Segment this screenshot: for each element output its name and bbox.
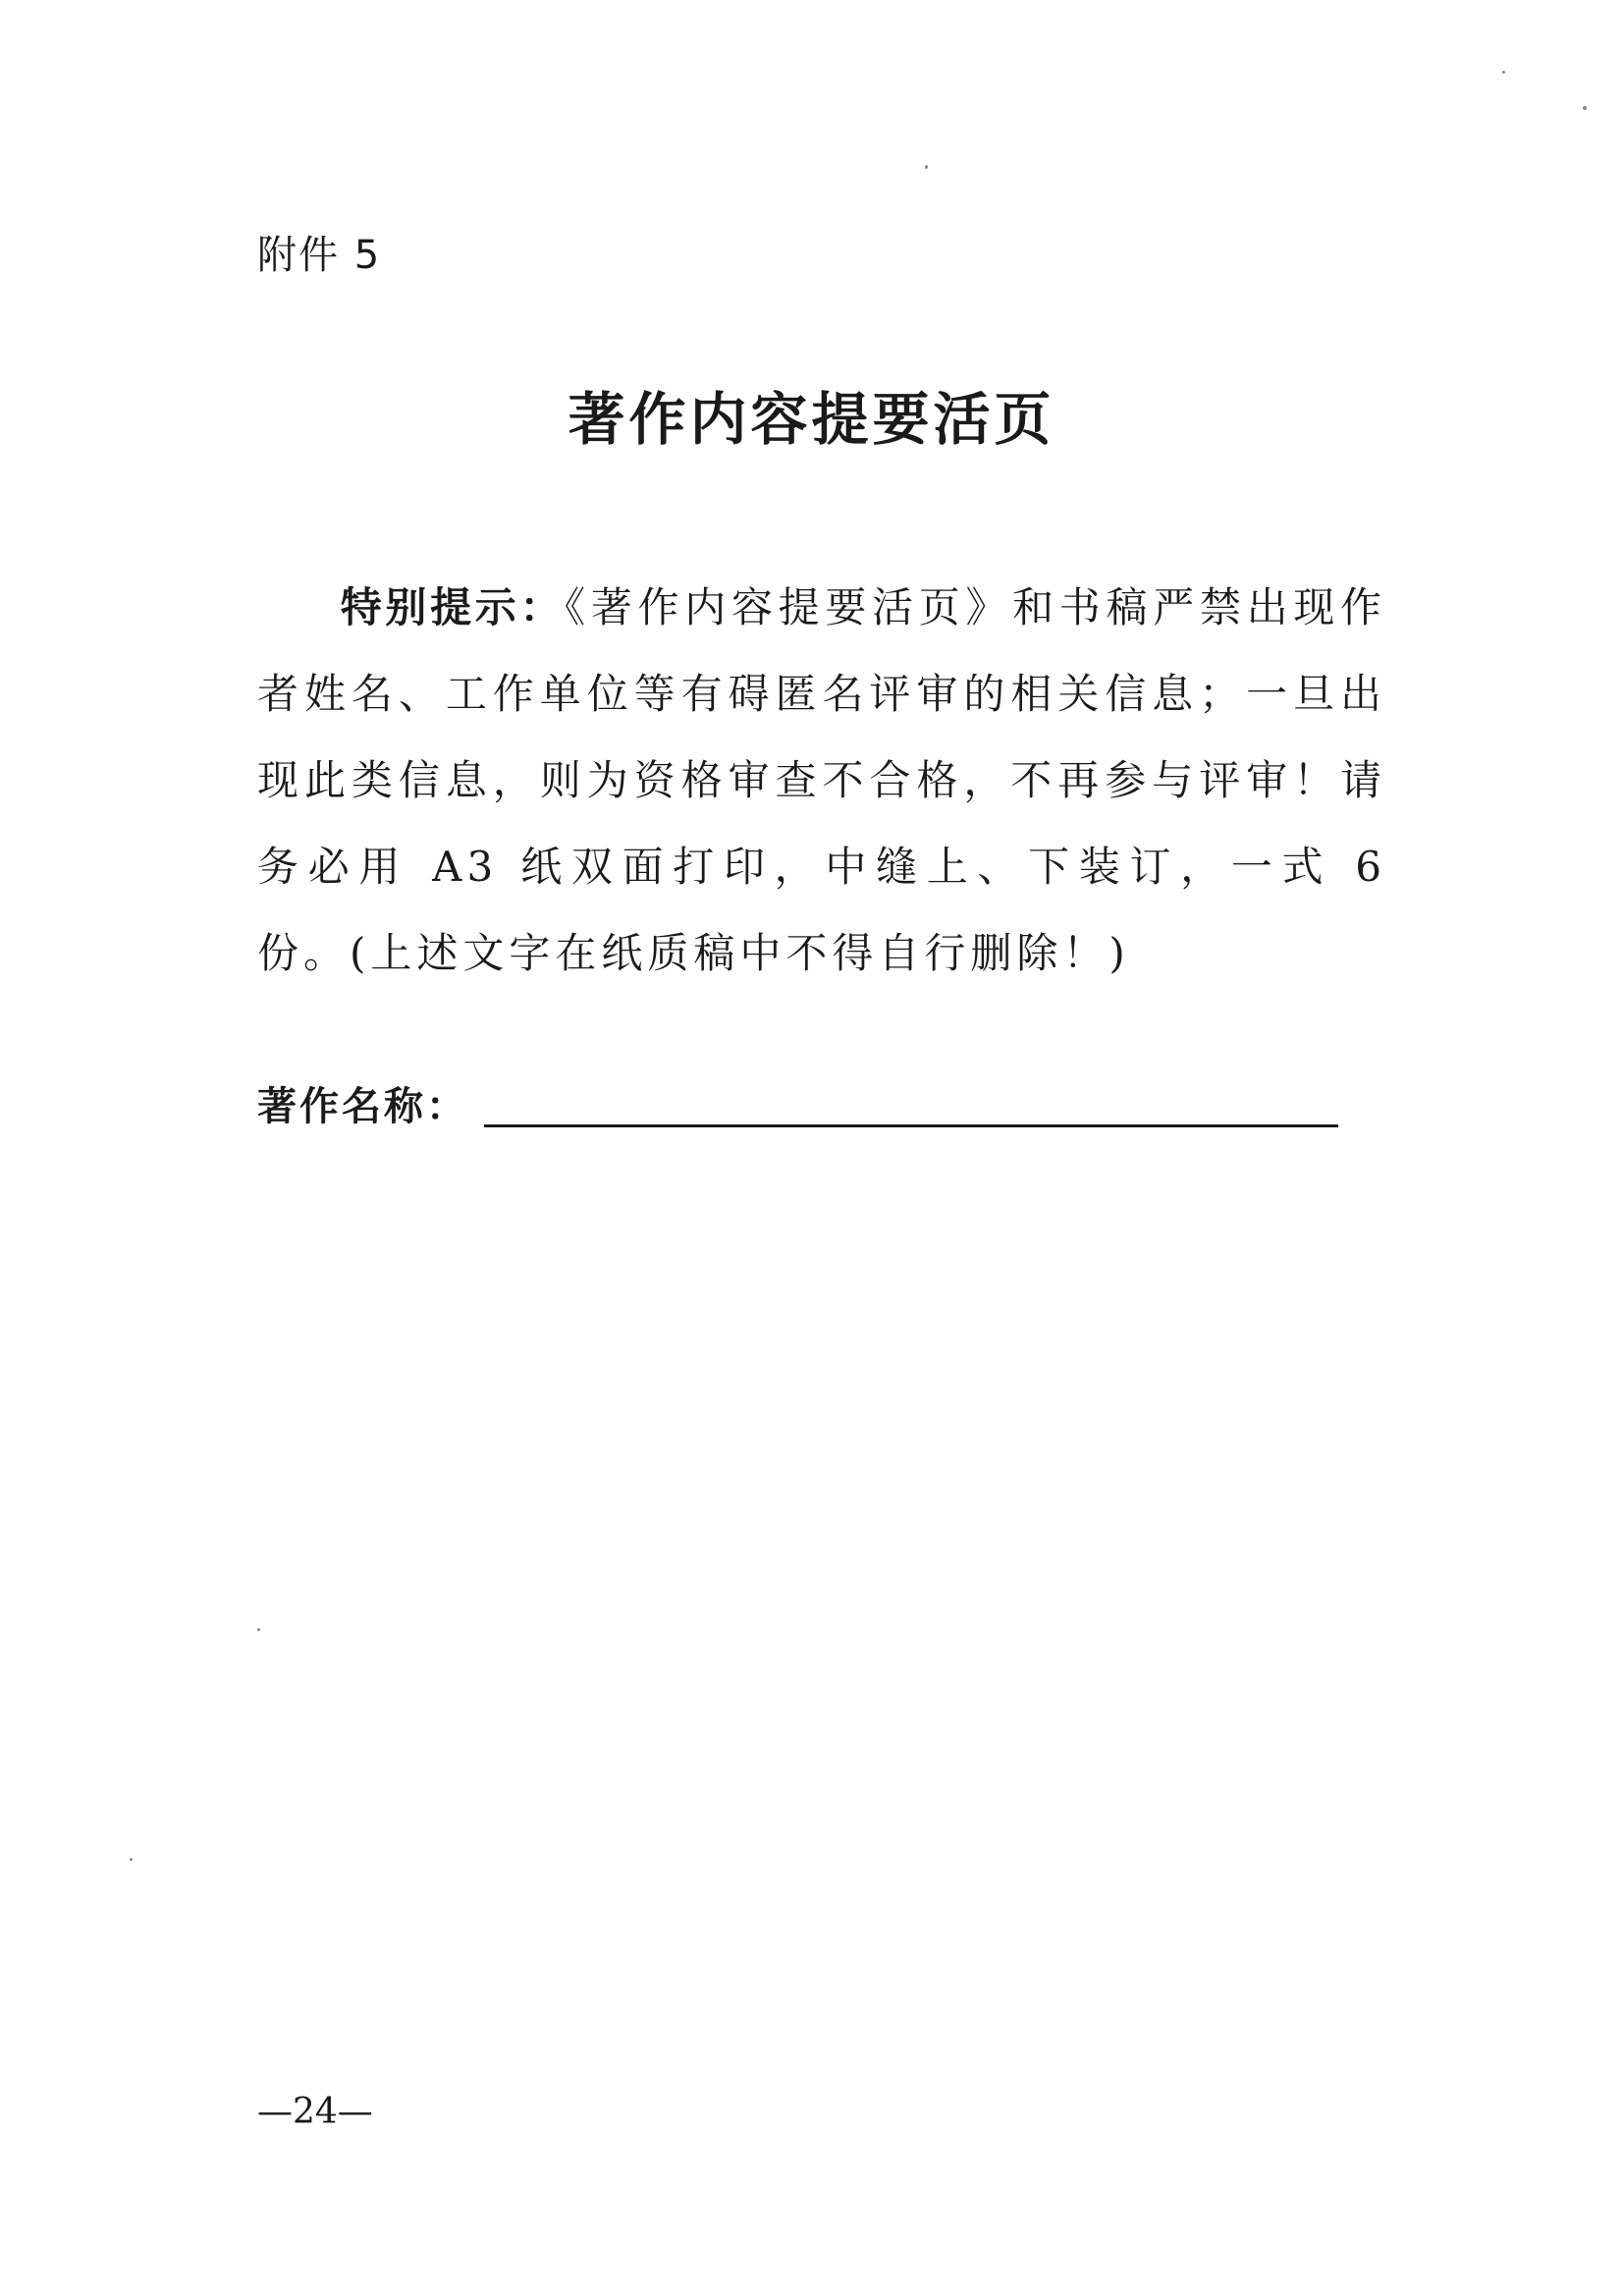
page-title: 著作内容提要活页 bbox=[568, 386, 1055, 453]
scan-speck bbox=[1502, 71, 1505, 74]
attachment-label: 附件 5 bbox=[257, 233, 382, 278]
work-name-label: 著作名称： bbox=[257, 1084, 468, 1129]
scan-speck bbox=[925, 165, 928, 169]
scan-speck bbox=[130, 1858, 133, 1861]
work-name-underline bbox=[484, 1124, 1338, 1127]
special-notice bbox=[257, 565, 1386, 997]
work-name-field bbox=[257, 1075, 1338, 1131]
scan-speck bbox=[1583, 106, 1587, 110]
notice-body: 《著作内容提要活页》和书稿严禁出现作者姓名、工作单位等有碍匿名评审的相关信息；一旦出现此类信息，则为资格审查不合格，不再参与评审！请务必用 A3 纸双面打印，中缝上、下装订，一式 6 份。(上述文字在纸质稿中不得自行删除！) bbox=[257, 583, 1386, 977]
notice-label: 特别提示： bbox=[340, 583, 566, 631]
scan-speck bbox=[257, 1628, 260, 1631]
page-number: —24— bbox=[257, 2092, 373, 2132]
